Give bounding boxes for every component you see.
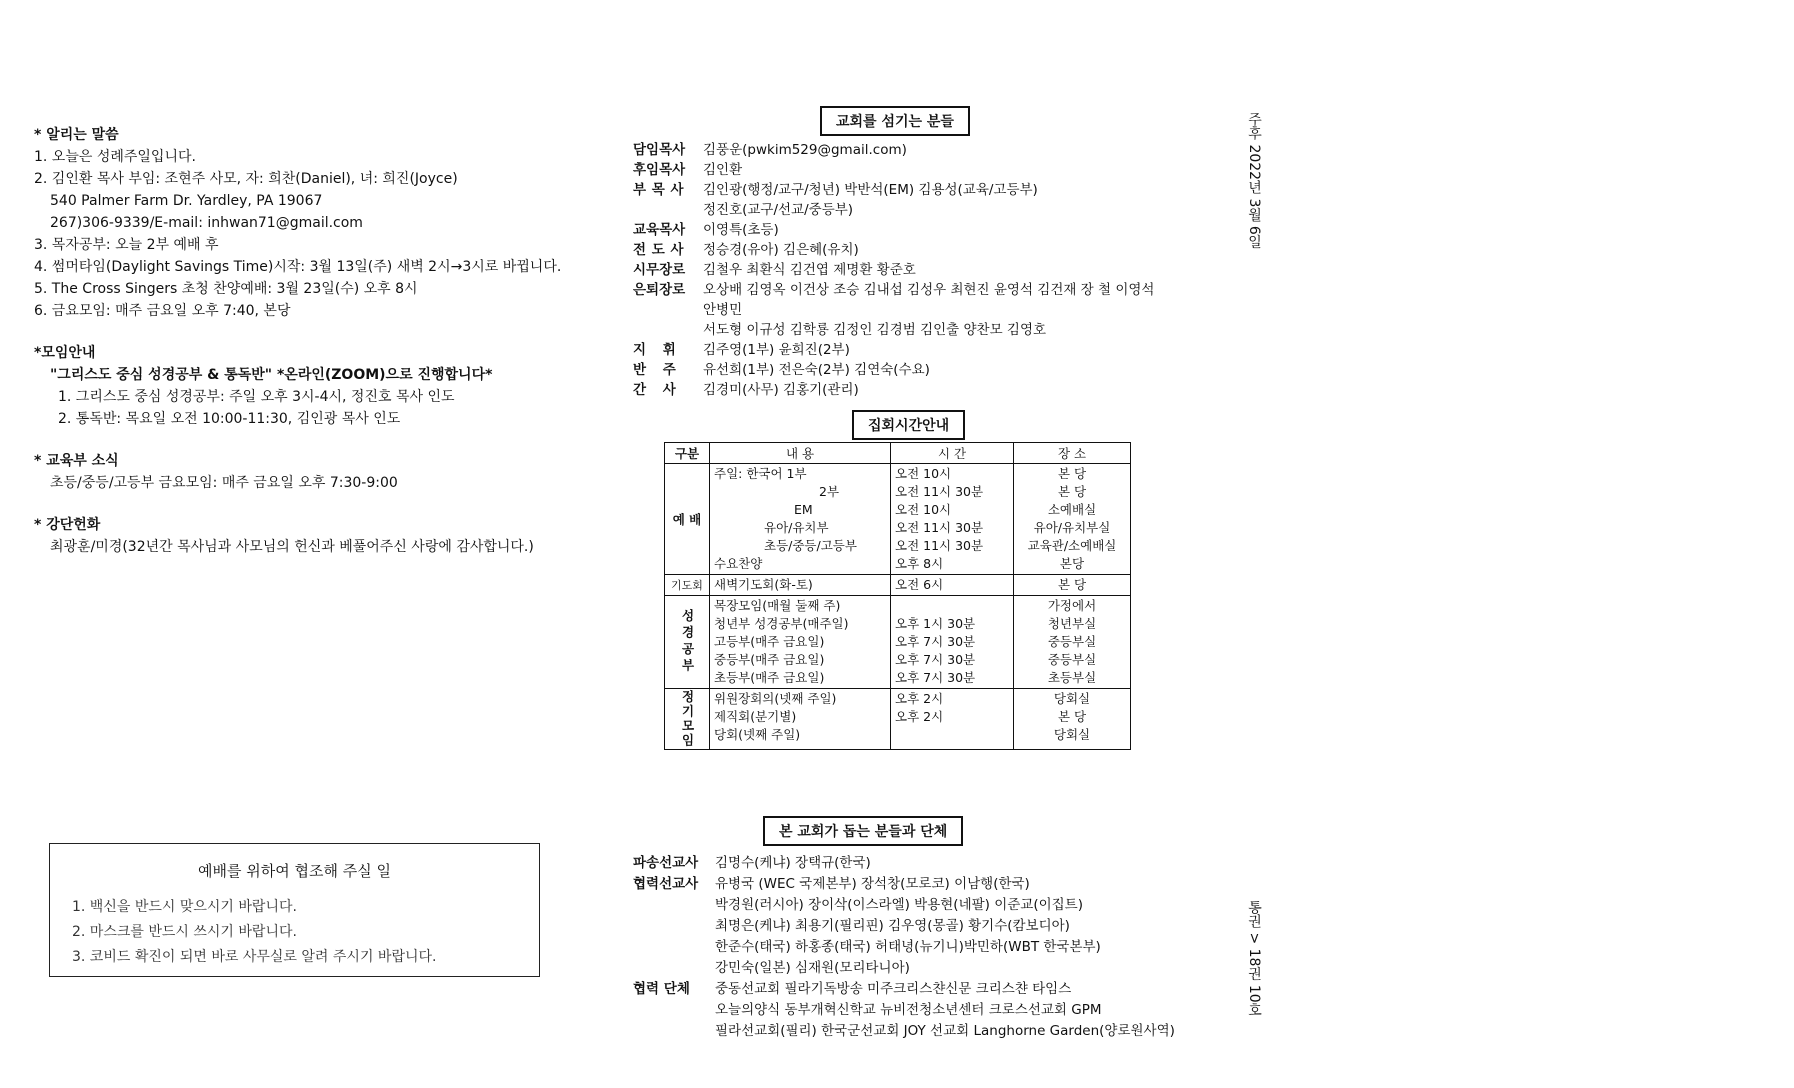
mission-value: 유병국 (WEC 국제본부) 장석창(모로코) 이남행(한국): [715, 876, 1030, 892]
schedule-place: 중등부실: [1047, 634, 1097, 649]
worship-notice-box: [49, 843, 540, 977]
staff-value: 정승경(유아) 김은혜(유치): [703, 242, 859, 258]
schedule-time: 오후 2시: [895, 691, 944, 706]
schedule-time: 오전 11시 30분: [895, 520, 984, 535]
staff-value: 김주영(1부) 윤희진(2부): [703, 342, 850, 358]
staff-row: [633, 260, 1193, 280]
staff-label: 지 휘: [633, 342, 682, 358]
schedule-place: 본 당: [1057, 466, 1087, 481]
schedule-place: 당회실: [1053, 727, 1091, 742]
staff-label: 담임목사: [633, 142, 686, 158]
announcement-item: 540 Palmer Farm Dr. Yardley, PA 19067: [50, 193, 323, 209]
left-column: [34, 124, 594, 558]
staff-label: 전 도 사: [633, 242, 685, 258]
staff-continuation: 서도형 이규성 김학룡 김정인 김경범 김인출 양찬모 김영호: [703, 322, 1047, 338]
schedule-time: 오전 11시 30분: [895, 484, 984, 499]
mission-continuation: 박경원(러시아) 장이삭(이스라엘) 박용현(네팔) 이준교(이집트): [715, 897, 1083, 913]
education-text: 초등/중등/고등부 금요모임: 매주 금요일 오후 7:30-9:00: [50, 475, 398, 491]
schedule-time: 오후 7시 30분: [895, 652, 976, 667]
mission-row: [633, 874, 1193, 895]
mission-label: 협력선교사: [633, 876, 699, 892]
staff-value: 오상배 김영옥 이건상 조승 김내섭 김성우 최현진 윤영석 김건재 장 철 이영석: [703, 282, 1155, 298]
staff-label: 후임목사: [633, 162, 686, 178]
mission-label: 파송선교사: [633, 855, 699, 871]
staff-value: 김경미(사무) 김홍기(관리): [703, 382, 859, 398]
mission-continuation: 한준수(태국) 하홍종(태국) 허태녕(뉴기니)박민하(WBT 한국본부): [715, 939, 1101, 955]
schedule-content: 청년부 성경공부(매주일): [714, 616, 849, 631]
farewell-text: 최광훈/미경(32년간 목사님과 사모님의 헌신과 베풀어주신 사랑에 감사합니다.): [50, 539, 534, 555]
notice-item: 2. 마스크를 반드시 쓰시기 바랍니다.: [72, 924, 297, 940]
staff-label: 반 주: [633, 362, 682, 378]
date-vertical-text: 주후 2022년 3월 6일: [1246, 112, 1262, 249]
schedule-content: 수요찬양: [714, 556, 763, 571]
schedule-place: 본당: [1059, 556, 1085, 571]
staff-continuation: 정진호(교구/선교/중등부): [703, 202, 854, 218]
mission-row: [633, 853, 1193, 874]
mission-continuation: 최명은(케냐) 최용기(필리핀) 김우영(몽골) 황기수(캄보디아): [715, 918, 1070, 934]
staff-row: [633, 180, 1193, 200]
schedule-header-row: [665, 443, 1131, 464]
announcement-item: 5. The Cross Singers 초청 찬양예배: 3월 23일(수) 오후 8시: [34, 281, 418, 297]
notice-item: 1. 백신을 반드시 맞으시기 바랍니다.: [72, 899, 297, 915]
staff-row: [633, 380, 1193, 400]
schedule-place: 가정에서: [1047, 598, 1097, 613]
schedule-time: [895, 726, 1009, 744]
staff-row: [633, 340, 1193, 360]
schedule-content: 새벽기도회(화-토): [714, 577, 813, 592]
mission-value: 중동선교회 필라기독방송 미주크리스챤신문 크리스챤 타임스: [715, 981, 1072, 997]
schedule-time: 오전 10시: [895, 466, 952, 481]
schedule-header: 장 소: [1014, 443, 1131, 464]
staff-value: 유선희(1부) 전은숙(2부) 김연숙(수요): [703, 362, 930, 378]
notice-item: 3. 코비드 확진이 되면 바로 사무실로 알려 주시기 바랍니다.: [72, 949, 437, 965]
schedule-content: 제직회(분기별): [714, 709, 797, 724]
staff-value: 김풍운(pwkim529@gmail.com): [703, 142, 907, 158]
staff-value: 이영특(초등): [703, 222, 779, 238]
schedule-place: 소예배실: [1047, 502, 1097, 517]
schedule-table: [664, 442, 1131, 750]
staff-value: 김인환: [703, 162, 743, 178]
schedule-content: EM: [794, 502, 813, 517]
schedule-time: 오후 7시 30분: [895, 670, 976, 685]
schedule-place: 유아/유치부실: [1033, 520, 1111, 535]
notice-title: 예배를 위하여 협조해 주실 일: [198, 862, 391, 880]
staff-label: 은퇴장로: [633, 282, 686, 298]
meetings-title: *모임안내: [34, 345, 96, 361]
schedule-content: 당회(넷째 주일): [714, 727, 801, 742]
staff-row: [633, 360, 1193, 380]
schedule-content: 고등부(매주 금요일): [714, 634, 825, 649]
mission-row: [633, 979, 1193, 1000]
staff-label: 부 목 사: [633, 182, 685, 198]
staff-row: [633, 240, 1193, 260]
announcement-item: 6. 금요모임: 매주 금요일 오후 7:40, 본당: [34, 303, 291, 319]
schedule-time: 오전 10시: [895, 502, 952, 517]
mission-continuation: 오늘의양식 동부개혁신학교 뉴비전청소년센터 크로스선교회 GPM: [715, 1002, 1102, 1018]
staff-row: [633, 160, 1193, 180]
staff-label: 간 사: [633, 382, 682, 398]
schedule-category: 예 배: [665, 464, 710, 575]
schedule-time: 오전 11시 30분: [895, 538, 984, 553]
announcement-item: 267)306-9339/E-mail: inhwan71@gmail.com: [50, 215, 363, 231]
mission-continuation: 강민숙(일본) 심재원(모리타니아): [715, 960, 910, 976]
schedule-row-bible-study: [665, 596, 1131, 689]
schedule-content: 주일: 한국어 1부: [714, 466, 807, 481]
schedule-time: 오전 6시: [895, 577, 944, 592]
schedule-place: 중등부실: [1047, 652, 1097, 667]
schedule-place: 교육관/소예배실: [1027, 538, 1117, 553]
schedule-time: 오후 1시 30분: [895, 616, 976, 631]
staff-list: [633, 140, 1193, 400]
schedule-header: 구분: [665, 443, 710, 464]
schedule-content: 중등부(매주 금요일): [714, 652, 825, 667]
schedule-content: 초등/중등/고등부: [764, 538, 857, 553]
staff-title: 교회를 섬기는 분들: [820, 106, 970, 136]
meeting-item: 2. 통독반: 목요일 오전 10:00-11:30, 김인광 목사 인도: [58, 411, 401, 427]
schedule-time: 오후 2시: [895, 709, 944, 724]
schedule-place: 당회실: [1053, 691, 1091, 706]
schedule-category: 정기모임: [665, 689, 710, 750]
schedule-place: 청년부실: [1047, 616, 1097, 631]
schedule-header: 시 간: [891, 443, 1014, 464]
meeting-item: 1. 그리스도 중심 성경공부: 주일 오후 3시-4시, 정진호 목사 인도: [58, 389, 455, 405]
schedule-place: 초등부실: [1047, 670, 1097, 685]
schedule-content: 목장모임(매월 둘째 주): [714, 598, 841, 613]
staff-value: 김철우 최환식 김건엽 제명환 황준호: [703, 262, 916, 278]
schedule-content: 초등부(매주 금요일): [714, 670, 825, 685]
announcement-item: 1. 오늘은 성례주일입니다.: [34, 149, 196, 165]
education-title: * 교육부 소식: [34, 453, 119, 469]
schedule-place: 본 당: [1057, 484, 1087, 499]
schedule-content: 2부: [819, 484, 840, 499]
staff-row: [633, 220, 1193, 240]
meetings-intro: "그리스도 중심 성경공부 & 통독반" *온라인(ZOOM)으로 진행합니다*: [50, 367, 493, 383]
schedule-content: 위원장회의(넷째 주일): [714, 691, 837, 706]
schedule-place: 본 당: [1057, 577, 1087, 592]
announcements-title: * 알리는 말씀: [34, 127, 119, 143]
schedule-title: 집회시간안내: [852, 410, 965, 440]
mission-value: 김명수(케냐) 장택규(한국): [715, 855, 871, 871]
schedule-category: 기도회: [665, 575, 710, 596]
schedule-row-prayer: [665, 575, 1131, 596]
schedule-header: 내 용: [710, 443, 891, 464]
missions-title: 본 교회가 돕는 분들과 단체: [763, 816, 963, 846]
volume-vertical-text: 통권 > 18권 10호: [1246, 900, 1262, 1017]
farewell-title: * 강단헌화: [34, 517, 101, 533]
staff-label: 시무장로: [633, 262, 686, 278]
schedule-time: [895, 597, 1009, 615]
announcement-item: 2. 김인환 목사 부임: 조현주 사모, 자: 희찬(Daniel), 녀: 희진(Joyce): [34, 171, 458, 187]
staff-continuation: 안병민: [703, 302, 743, 318]
schedule-row-worship: [665, 464, 1131, 575]
schedule-content: 유아/유치부: [764, 520, 829, 535]
announcement-item: 3. 목자공부: 오늘 2부 예배 후: [34, 237, 219, 253]
schedule-row-regular: [665, 689, 1131, 750]
mission-label: 협력 단체: [633, 981, 690, 997]
schedule-time: 오후 8시: [895, 556, 944, 571]
schedule-place: 본 당: [1057, 709, 1087, 724]
mission-continuation: 필라선교회(필리) 한국군선교회 JOY 선교회 Langhorne Garden(양로원사역): [715, 1023, 1175, 1039]
schedule-time: 오후 7시 30분: [895, 634, 976, 649]
staff-row: [633, 140, 1193, 160]
staff-label: 교육목사: [633, 222, 686, 238]
staff-row: [633, 280, 1193, 300]
schedule-category: 성경공부: [665, 596, 710, 689]
staff-value: 김인광(행정/교구/청년) 박반석(EM) 김용성(교육/고등부): [703, 182, 1038, 198]
announcement-item: 4. 썸머타임(Daylight Savings Time)시작: 3월 13일(주) 새벽 2시→3시로 바뀝니다.: [34, 259, 562, 275]
missions-list: [633, 853, 1193, 1042]
